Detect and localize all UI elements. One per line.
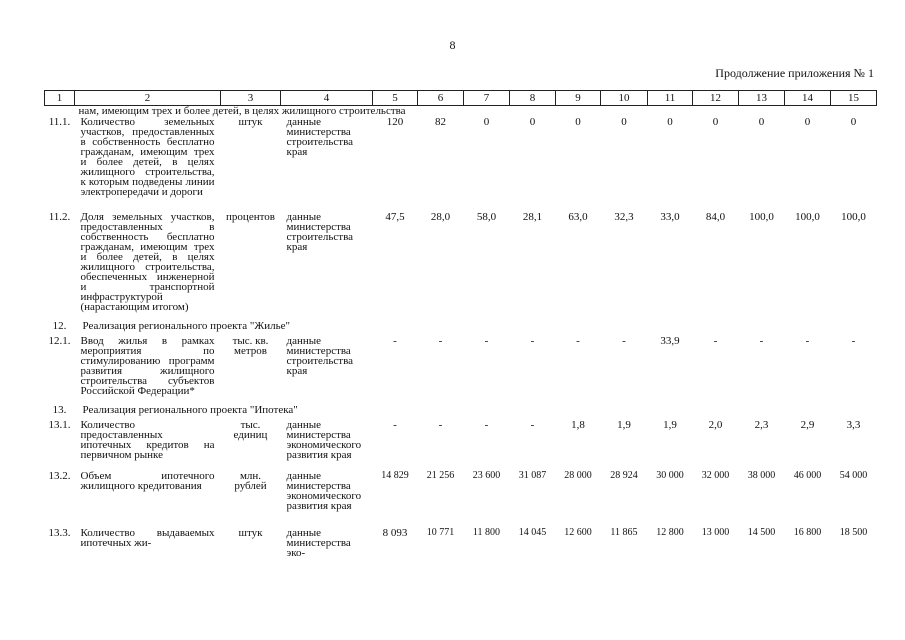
value-cell: 8 093: [382, 527, 408, 539]
value-cell: 100,0: [841, 211, 866, 223]
section-number: 12.: [52, 320, 67, 332]
value-cell: 30 000: [656, 470, 684, 481]
value-cell: 38 000: [747, 470, 776, 481]
indicator-name: Ввод жилья в рамках мероприятия по стимулированию программ развития жилищного строительства субъектов Российской Федерации*: [80, 335, 215, 397]
carryover-row: [45, 106, 877, 117]
value-cell: 11 800: [472, 527, 501, 538]
value-cell: -: [484, 419, 489, 431]
spacer-cell: [45, 511, 877, 527]
value-cell: 100,0: [795, 211, 820, 223]
value-cell: 0: [529, 116, 536, 128]
column-header: 3: [221, 91, 281, 106]
indicator-row: [45, 419, 877, 460]
value-cell: 0: [667, 116, 673, 128]
column-header: 9: [556, 91, 601, 106]
spacer-cell: [45, 197, 877, 211]
section-title: Реализация регионального проекта "Ипотека": [82, 404, 298, 416]
value-cell: 14 045: [518, 527, 547, 538]
column-header: 7: [464, 91, 510, 106]
value-cell: 46 000: [793, 470, 822, 481]
value-cell: 1,8: [571, 419, 585, 431]
row-number: 13.2.: [48, 470, 71, 482]
indicator-row: [45, 116, 877, 197]
value-cell: 0: [804, 116, 811, 128]
column-header: 15: [831, 91, 877, 106]
column-header: 13: [739, 91, 785, 106]
column-header: 11: [648, 91, 693, 106]
section-number: 13.: [52, 404, 67, 416]
value-cell: 33,0: [660, 211, 680, 223]
spacer-cell: [45, 460, 877, 470]
value-cell: -: [438, 419, 443, 431]
value-cell: 10 771: [426, 527, 455, 538]
value-cell: -: [713, 335, 718, 347]
value-cell: 21 256: [426, 470, 455, 481]
column-header: 1: [45, 91, 75, 106]
value-cell: 14 500: [747, 527, 776, 538]
indicator-name: Количество земельных участков, предоставленных в собственность бесплатно гражданам, имеющим трех и более детей, в целях жилищного строительства, к которым подведены линии электропередачи и дороги: [80, 116, 215, 198]
unit-cell: штук: [238, 116, 263, 128]
indicator-row: [45, 211, 877, 312]
value-cell: 54 000: [839, 470, 868, 481]
value-cell: 18 500: [839, 527, 868, 538]
value-cell: -: [851, 335, 856, 347]
value-cell: 28,1: [522, 211, 543, 223]
value-cell: 120: [386, 116, 404, 128]
value-cell: -: [622, 335, 626, 347]
unit-cell: тыс. кв. метров: [232, 335, 269, 357]
source-cell: данные министерства экономического развития края: [286, 470, 362, 512]
column-header: 5: [373, 91, 418, 106]
value-cell: 13 000: [701, 527, 730, 538]
value-cell: 12 800: [656, 527, 684, 538]
value-cell: 100,0: [749, 211, 774, 223]
column-number-row: [45, 91, 877, 106]
section-title: Реализация регионального проекта "Жилье": [82, 320, 290, 332]
value-cell: 28 924: [610, 470, 638, 481]
indicator-row: [45, 527, 877, 558]
column-header: 4: [281, 91, 373, 106]
unit-cell: тыс. единиц: [233, 419, 268, 441]
source-cell: данные министерства строительства края: [286, 116, 354, 158]
value-cell: 0: [758, 116, 765, 128]
value-cell: 0: [621, 116, 627, 128]
value-cell: 16 800: [793, 527, 822, 538]
spacer-cell: [45, 312, 877, 320]
value-cell: 2,0: [708, 419, 723, 431]
indicator-name: Количество выдаваемых ипотечных жи-: [80, 527, 215, 549]
value-cell: 32 000: [701, 470, 730, 481]
row-spacer: [45, 312, 877, 320]
value-cell: 33,9: [660, 335, 680, 347]
value-cell: -: [484, 335, 489, 347]
row-spacer: [45, 511, 877, 527]
unit-cell: процентов: [226, 211, 275, 223]
value-cell: 11 865: [610, 527, 638, 538]
value-cell: 2,9: [800, 419, 815, 431]
row-number: 13.1.: [48, 419, 71, 431]
value-cell: -: [576, 335, 580, 347]
spacer-cell: [45, 396, 877, 404]
value-cell: -: [438, 335, 443, 347]
value-cell: -: [530, 335, 535, 347]
value-cell: 12 600: [564, 527, 592, 538]
row-number: 12.1.: [48, 335, 71, 347]
value-cell: 0: [850, 116, 857, 128]
continuation-label: Продолжение приложения № 1: [715, 66, 874, 80]
indicator-row: [45, 470, 877, 511]
value-cell: 28,0: [430, 211, 451, 223]
value-cell: 0: [575, 116, 581, 128]
indicator-name: Количество предоставленных ипотечных кредитов на первичном рынке: [80, 419, 215, 461]
value-cell: -: [805, 335, 810, 347]
row-spacer: [45, 396, 877, 404]
carryover-text: нам, имеющим трех и более детей, в целях жилищного строительства: [78, 105, 406, 117]
section-row: [45, 320, 877, 331]
column-header: 12: [693, 91, 739, 106]
column-header: 14: [785, 91, 831, 106]
value-cell: 28 000: [564, 470, 592, 481]
source-cell: данные министерства экономического развития края: [286, 419, 362, 461]
value-cell: 3,3: [846, 419, 861, 431]
value-cell: 1,9: [663, 419, 677, 431]
value-cell: 2,3: [754, 419, 769, 431]
value-cell: 14 829: [381, 470, 409, 481]
value-cell: 23 600: [472, 470, 501, 481]
indicator-name: Объем ипотечного жилищного кредитования: [80, 470, 215, 492]
value-cell: 0: [712, 116, 719, 128]
indicator-name: Доля земельных участков, предоставленных в собственность бесплатно гражданам, имеющим трех и более детей, в целях жилищного строительства, обеспеченных инженерной и транспортной инфраструктурой (нарастающим итогом): [80, 211, 215, 313]
value-cell: 1,9: [617, 419, 631, 431]
indicators-table: [44, 90, 877, 558]
page-number: 8: [449, 38, 456, 52]
section-row: [45, 404, 877, 415]
value-cell: -: [530, 419, 535, 431]
value-cell: 63,0: [568, 211, 588, 223]
value-cell: 84,0: [705, 211, 726, 223]
row-number: 11.2.: [48, 211, 71, 223]
unit-cell: млн. рублей: [234, 470, 267, 492]
source-cell: данные министерства строительства края: [286, 211, 354, 253]
value-cell: 31 087: [518, 470, 547, 481]
row-spacer: [45, 197, 877, 211]
value-cell: -: [393, 419, 397, 431]
column-header: 6: [418, 91, 464, 106]
value-cell: -: [393, 335, 397, 347]
row-number: 11.1.: [48, 116, 71, 128]
source-cell: данные министерства строительства края: [286, 335, 354, 377]
value-cell: 32,3: [614, 211, 634, 223]
unit-cell: штук: [238, 527, 263, 539]
value-cell: -: [759, 335, 764, 347]
value-cell: 82: [435, 116, 446, 128]
column-header: 10: [601, 91, 648, 106]
value-cell: 0: [483, 116, 490, 128]
source-cell: данные министерства эко-: [286, 527, 351, 559]
row-spacer: [45, 460, 877, 470]
indicator-row: [45, 335, 877, 396]
column-header: 8: [510, 91, 556, 106]
value-cell: 47,5: [385, 211, 405, 223]
row-number: 13.3.: [48, 527, 71, 539]
value-cell: 58,0: [476, 211, 497, 223]
column-header: 2: [75, 91, 221, 106]
